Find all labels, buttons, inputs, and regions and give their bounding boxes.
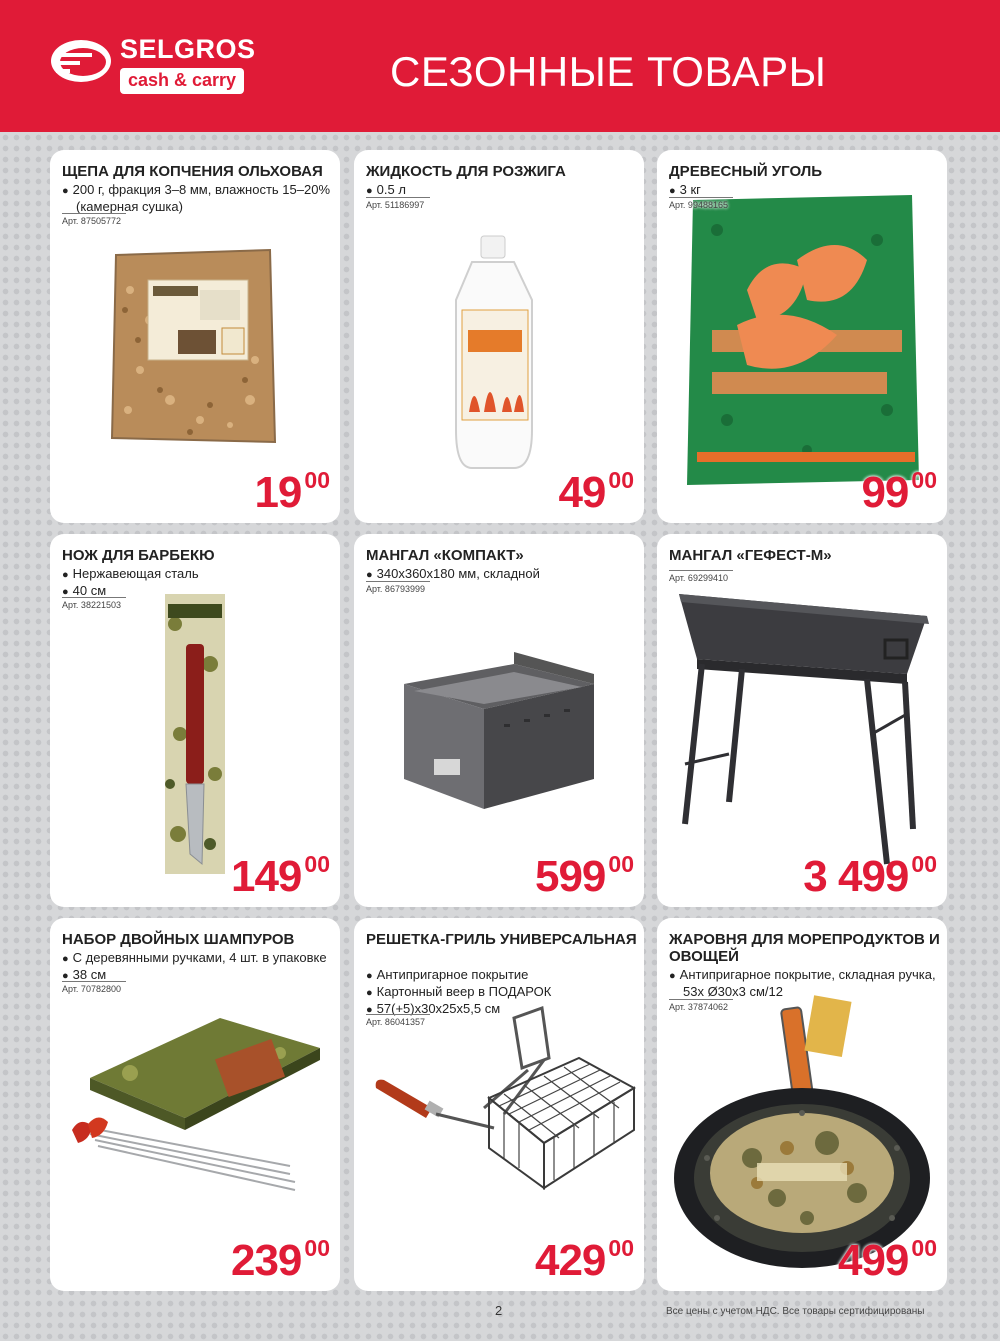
product-price [838, 1237, 937, 1283]
product-name: НАБОР ДВОЙНЫХ ШАМПУРОВ [62, 931, 295, 948]
price-kopecks: 00 [608, 1235, 634, 1261]
product-article: Арт. 87505772 [62, 213, 126, 226]
product-card-skewers[interactable] [50, 918, 340, 1291]
product-card-bbq-knife[interactable] [50, 534, 340, 907]
product-name: ЩЕПА ДЛЯ КОПЧЕНИЯ ОЛЬХОВАЯ [62, 163, 323, 180]
product-feature: ● 57(+5)x30x25x5,5 см [366, 1001, 638, 1018]
product-name: ЖИДКОСТЬ ДЛЯ РОЗЖИГА [366, 163, 566, 180]
price-rubles: 49 [558, 468, 606, 517]
product-card-compact-grill[interactable] [354, 534, 644, 907]
page-title: СЕЗОННЫЕ ТОВАРЫ [390, 48, 827, 95]
selgros-logo[interactable] [50, 34, 260, 96]
product-article: Арт. 99488165 [669, 197, 733, 210]
product-article: Арт. 86793999 [366, 581, 430, 594]
product-feature: ● 200 г, фракция 3–8 мм, влажность 15–20% (камерная сушка) [62, 182, 334, 214]
product-name: ДРЕВЕСНЫЙ УГОЛЬ [669, 163, 823, 180]
price-rubles: 499 [837, 1236, 909, 1285]
selgros-logo-icon [50, 38, 112, 84]
product-article: Арт. 38221503 [62, 597, 126, 610]
product-price [803, 853, 937, 899]
product-price [231, 853, 330, 899]
price-kopecks: 00 [608, 467, 634, 493]
brand-name: SELGROS [120, 34, 256, 64]
product-features [62, 566, 334, 600]
product-card-wood-chips[interactable] [50, 150, 340, 523]
page-number: 2 [495, 1303, 503, 1318]
brand-tagline: cash & carry [120, 68, 244, 94]
product-features [366, 967, 638, 1018]
product-feature: ● 3 кг [669, 182, 941, 199]
product-price [231, 1237, 330, 1283]
product-features [62, 182, 334, 214]
product-feature: ● Антипригарное покрытие, складная ручка, 53х Ø30х3 см/12 [669, 967, 941, 999]
price-kopecks: 00 [911, 467, 937, 493]
product-name: ЖАРОВНЯ ДЛЯ МОРЕПРОДУКТОВ И ОВОЩЕЙ [669, 931, 940, 965]
price-kopecks: 00 [304, 467, 330, 493]
product-feature: ● 40 см [62, 583, 334, 600]
price-kopecks: 00 [304, 851, 330, 877]
product-features [62, 950, 334, 984]
price-rubles: 99 [861, 468, 909, 517]
price-kopecks: 00 [911, 851, 937, 877]
product-name: МАНГАЛ «КОМПАКТ» [366, 547, 524, 564]
product-price [254, 469, 330, 515]
product-feature: ● 0.5 л [366, 182, 638, 199]
product-feature: ● Антипригарное покрытие [366, 967, 638, 984]
product-features [669, 967, 941, 999]
product-feature: ● 38 см [62, 967, 334, 984]
price-rubles: 429 [534, 1236, 606, 1285]
product-card-grill-pan[interactable] [657, 918, 947, 1291]
product-article: Арт. 70782800 [62, 981, 126, 994]
product-feature: ● С деревянными ручками, 4 шт. в упаковке [62, 950, 334, 967]
product-price [535, 853, 634, 899]
product-card-charcoal[interactable] [657, 150, 947, 523]
product-feature: ● 340x360x180 мм, складной [366, 566, 638, 583]
price-kopecks: 00 [304, 1235, 330, 1261]
product-card-gefest-grill[interactable] [657, 534, 947, 907]
product-price [535, 1237, 634, 1283]
price-rubles: 149 [230, 852, 302, 901]
price-rubles: 3 499 [803, 852, 909, 901]
page-header [0, 0, 1000, 132]
footer-note: Все цены с учетом НДС. Все товары сертифицированы [666, 1306, 925, 1317]
product-article: Арт. 86041357 [366, 1014, 430, 1027]
product-name: РЕШЕТКА-ГРИЛЬ УНИВЕРСАЛЬНАЯ [366, 931, 637, 948]
product-name: МАНГАЛ «ГЕФЕСТ-М» [669, 547, 832, 564]
product-feature: ● Картонный веер в ПОДАРОК [366, 984, 638, 1001]
product-card-lighter-fluid[interactable] [354, 150, 644, 523]
price-rubles: 19 [254, 468, 302, 517]
product-name: НОЖ ДЛЯ БАРБЕКЮ [62, 547, 215, 564]
price-kopecks: 00 [911, 1235, 937, 1261]
price-kopecks: 00 [608, 851, 634, 877]
product-article: Арт. 51186997 [366, 197, 430, 210]
product-article: Арт. 69299410 [669, 570, 733, 583]
product-article: Арт. 37874062 [669, 999, 733, 1012]
product-feature: ● Нержавеющая сталь [62, 566, 334, 583]
price-rubles: 239 [230, 1236, 302, 1285]
product-card-grill-basket[interactable] [354, 918, 644, 1291]
product-price [861, 469, 937, 515]
product-price [558, 469, 634, 515]
price-rubles: 599 [534, 852, 606, 901]
